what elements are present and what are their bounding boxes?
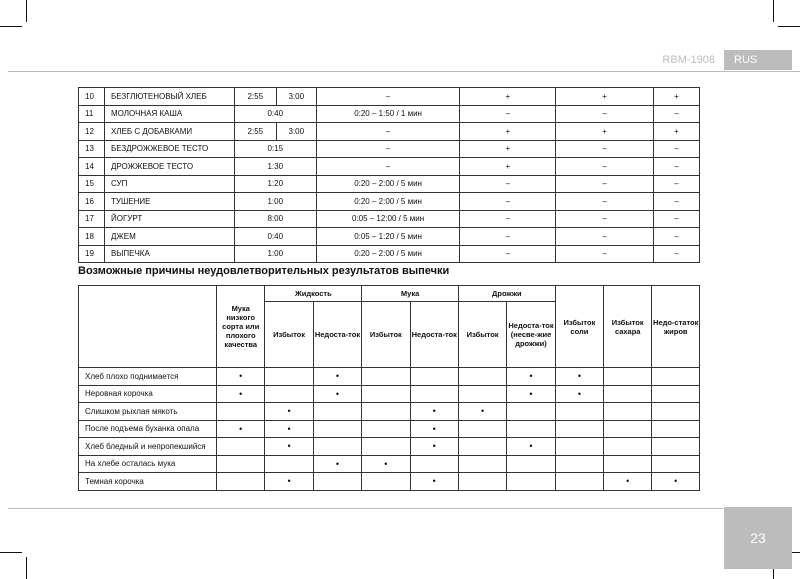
program-c2: –	[556, 140, 654, 158]
program-delay: 0:20 – 2:00 / 5 мин	[316, 175, 460, 193]
program-c1: –	[460, 245, 556, 263]
header-fat-lack: Недо-статок жиров	[652, 286, 700, 368]
program-name: МОЛОЧНАЯ КАША	[104, 105, 234, 123]
header-liquid-lack: Недоста-ток	[313, 302, 361, 368]
header-yeast-excess: Избыток	[458, 302, 506, 368]
program-num: 10	[79, 88, 105, 106]
program-row	[79, 193, 700, 211]
program-c3: –	[654, 210, 700, 228]
program-num: 14	[79, 158, 105, 176]
crop-mark	[26, 557, 27, 579]
reason-mark: •	[555, 368, 603, 386]
reason-mark	[362, 403, 410, 421]
program-num: 11	[79, 105, 105, 123]
reason-mark	[604, 420, 652, 438]
header-flour: Мука	[362, 286, 459, 302]
header-flour-excess: Избыток	[362, 302, 410, 368]
program-delay: –	[316, 123, 460, 141]
program-name: ЙОГУРТ	[104, 210, 234, 228]
program-c2: +	[556, 123, 654, 141]
program-row	[79, 158, 700, 176]
program-c3: –	[654, 175, 700, 193]
program-c1: +	[460, 158, 556, 176]
program-num: 17	[79, 210, 105, 228]
reason-mark: •	[458, 403, 506, 421]
reason-mark	[652, 385, 700, 403]
reason-mark	[410, 368, 458, 386]
program-delay: 0:05 – 1:20 / 5 мин	[316, 228, 460, 246]
header-yeast-lack: Недоста-ток (несве-жие дрожжи)	[507, 302, 555, 368]
program-name: ВЫПЕЧКА	[104, 245, 234, 263]
program-num: 19	[79, 245, 105, 263]
reason-mark: •	[410, 420, 458, 438]
program-t2: 3:00	[276, 88, 316, 106]
reason-mark	[265, 368, 313, 386]
reason-mark	[217, 438, 265, 456]
reason-mark: •	[313, 385, 361, 403]
program-c2: –	[556, 245, 654, 263]
model-label: RBM-1908	[662, 54, 715, 66]
reason-mark: •	[313, 455, 361, 473]
crop-mark	[0, 552, 22, 553]
reason-mark	[555, 403, 603, 421]
reason-mark	[555, 420, 603, 438]
programs-table	[78, 87, 700, 263]
program-row	[79, 228, 700, 246]
reason-row	[79, 420, 700, 438]
reasons-table	[78, 285, 700, 491]
crop-mark	[773, 0, 774, 22]
section-title: Возможные причины неудовлетворительных результатов выпечки	[78, 265, 450, 277]
reason-mark: •	[265, 420, 313, 438]
language-label: RUS	[724, 50, 792, 70]
reason-name: Хлеб плохо поднимается	[79, 368, 217, 386]
header-sugar-excess: Избыток сахара	[604, 286, 652, 368]
reason-mark: •	[265, 438, 313, 456]
program-name: ДЖЕМ	[104, 228, 234, 246]
reason-row	[79, 368, 700, 386]
program-num: 13	[79, 140, 105, 158]
program-c1: –	[460, 105, 556, 123]
program-delay: –	[316, 140, 460, 158]
program-c1: –	[460, 175, 556, 193]
program-row	[79, 245, 700, 263]
program-c3: –	[654, 193, 700, 211]
program-name: ТУШЕНИЕ	[104, 193, 234, 211]
page-number: 23	[724, 507, 792, 569]
reason-mark	[265, 385, 313, 403]
reason-name: Слишком рыхлая мякоть	[79, 403, 217, 421]
reason-mark	[604, 455, 652, 473]
reason-row	[79, 455, 700, 473]
reason-mark	[652, 368, 700, 386]
reason-mark: •	[604, 473, 652, 491]
reason-mark	[458, 368, 506, 386]
reason-mark	[507, 403, 555, 421]
program-num: 12	[79, 123, 105, 141]
reason-mark	[604, 403, 652, 421]
reason-mark: •	[362, 455, 410, 473]
reason-mark: •	[652, 473, 700, 491]
reason-mark	[652, 420, 700, 438]
program-time: 1:00	[234, 245, 316, 263]
reason-mark	[362, 420, 410, 438]
header-liquid-excess: Избыток	[265, 302, 313, 368]
reason-mark	[410, 385, 458, 403]
program-name: СУП	[104, 175, 234, 193]
program-c1: –	[460, 193, 556, 211]
reason-mark	[217, 455, 265, 473]
program-delay: 0:20 – 1:50 / 1 мин	[316, 105, 460, 123]
program-c2: –	[556, 105, 654, 123]
program-t1: 2:55	[234, 88, 276, 106]
reason-mark: •	[313, 368, 361, 386]
reason-mark	[458, 420, 506, 438]
reason-mark	[507, 473, 555, 491]
program-c3: –	[654, 158, 700, 176]
reason-name: На хлебе осталась мука	[79, 455, 217, 473]
reason-mark: •	[555, 385, 603, 403]
reason-mark	[604, 385, 652, 403]
program-delay: –	[316, 158, 460, 176]
reason-mark	[652, 438, 700, 456]
reason-mark	[458, 438, 506, 456]
program-delay: 0:20 – 2:00 / 5 мин	[316, 245, 460, 263]
reason-mark	[410, 455, 458, 473]
reason-mark: •	[410, 403, 458, 421]
reason-mark	[555, 438, 603, 456]
program-c1: +	[460, 123, 556, 141]
program-row	[79, 140, 700, 158]
reason-name: Темная корочка	[79, 473, 217, 491]
reason-mark	[458, 455, 506, 473]
reason-mark	[507, 420, 555, 438]
reason-mark: •	[265, 403, 313, 421]
reason-mark	[458, 385, 506, 403]
header-yeast: Дрожжи	[458, 286, 555, 302]
program-c2: –	[556, 228, 654, 246]
program-row	[79, 123, 700, 141]
program-c1: +	[460, 140, 556, 158]
reason-mark: •	[217, 368, 265, 386]
program-delay: 0:20 – 2:00 / 5 мин	[316, 193, 460, 211]
program-num: 18	[79, 228, 105, 246]
program-num: 15	[79, 175, 105, 193]
crop-mark	[26, 0, 27, 22]
reason-mark	[652, 403, 700, 421]
program-time: 0:40	[234, 105, 316, 123]
program-c1: –	[460, 228, 556, 246]
program-delay: 0:05 – 12:00 / 5 мин	[316, 210, 460, 228]
reason-mark: •	[217, 385, 265, 403]
header-divider	[8, 71, 800, 72]
reason-row	[79, 473, 700, 491]
crop-mark	[778, 26, 800, 27]
header-flour-lack: Недоста-ток	[410, 302, 458, 368]
reason-mark	[458, 473, 506, 491]
program-c2: –	[556, 175, 654, 193]
program-c2: –	[556, 193, 654, 211]
program-c3: –	[654, 105, 700, 123]
reason-row	[79, 385, 700, 403]
reason-mark: •	[507, 368, 555, 386]
reason-mark	[604, 438, 652, 456]
program-name: БЕЗДРОЖЖЕВОЕ ТЕСТО	[104, 140, 234, 158]
reason-mark: •	[217, 420, 265, 438]
program-time: 0:15	[234, 140, 316, 158]
program-c2: –	[556, 158, 654, 176]
program-c3: –	[654, 228, 700, 246]
program-row	[79, 88, 700, 106]
reason-mark	[217, 403, 265, 421]
header-salt-excess: Избыток соли	[555, 286, 603, 368]
reason-row	[79, 438, 700, 456]
program-c3: –	[654, 245, 700, 263]
reason-mark	[652, 455, 700, 473]
reason-name: После подъема буханка опала	[79, 420, 217, 438]
program-name: ДРОЖЖЕВОЕ ТЕСТО	[104, 158, 234, 176]
footer-divider	[8, 508, 723, 509]
reason-mark	[362, 385, 410, 403]
reason-mark	[362, 438, 410, 456]
reason-name: Неровная корочка	[79, 385, 217, 403]
program-c2: –	[556, 210, 654, 228]
program-c3: +	[654, 88, 700, 106]
reason-mark	[313, 438, 361, 456]
reason-mark	[555, 473, 603, 491]
reason-name: Хлеб бледный и непропекшийся	[79, 438, 217, 456]
program-c3: +	[654, 123, 700, 141]
header-liquid: Жидкость	[265, 286, 362, 302]
program-t2: 3:00	[276, 123, 316, 141]
program-name: ХЛЕБ С ДОБАВКАМИ	[104, 123, 234, 141]
program-time: 8:00	[234, 210, 316, 228]
crop-mark	[0, 26, 22, 27]
reason-mark	[604, 368, 652, 386]
program-row	[79, 175, 700, 193]
reason-mark: •	[410, 473, 458, 491]
program-c2: +	[556, 88, 654, 106]
program-name: БЕЗГЛЮТЕНОВЫЙ ХЛЕБ	[104, 88, 234, 106]
program-time: 1:20	[234, 175, 316, 193]
reason-header-empty	[79, 286, 217, 368]
reason-row	[79, 403, 700, 421]
header-low-flour: Мука низкого сорта или плохого качества	[217, 286, 265, 368]
program-c1: –	[460, 210, 556, 228]
reason-mark	[313, 420, 361, 438]
reason-mark: •	[265, 473, 313, 491]
program-c3: –	[654, 140, 700, 158]
program-delay: –	[316, 88, 460, 106]
program-t1: 2:55	[234, 123, 276, 141]
reason-mark: •	[507, 385, 555, 403]
reason-mark: •	[507, 438, 555, 456]
program-time: 0:40	[234, 228, 316, 246]
program-time: 1:30	[234, 158, 316, 176]
reason-mark	[555, 455, 603, 473]
reason-mark	[217, 473, 265, 491]
reason-mark	[362, 368, 410, 386]
program-row	[79, 105, 700, 123]
reason-mark	[265, 455, 313, 473]
reason-mark: •	[410, 438, 458, 456]
program-c1: +	[460, 88, 556, 106]
program-row	[79, 210, 700, 228]
program-num: 16	[79, 193, 105, 211]
reason-mark	[313, 403, 361, 421]
reason-mark	[313, 473, 361, 491]
program-time: 1:00	[234, 193, 316, 211]
reason-mark	[507, 455, 555, 473]
reason-mark	[362, 473, 410, 491]
